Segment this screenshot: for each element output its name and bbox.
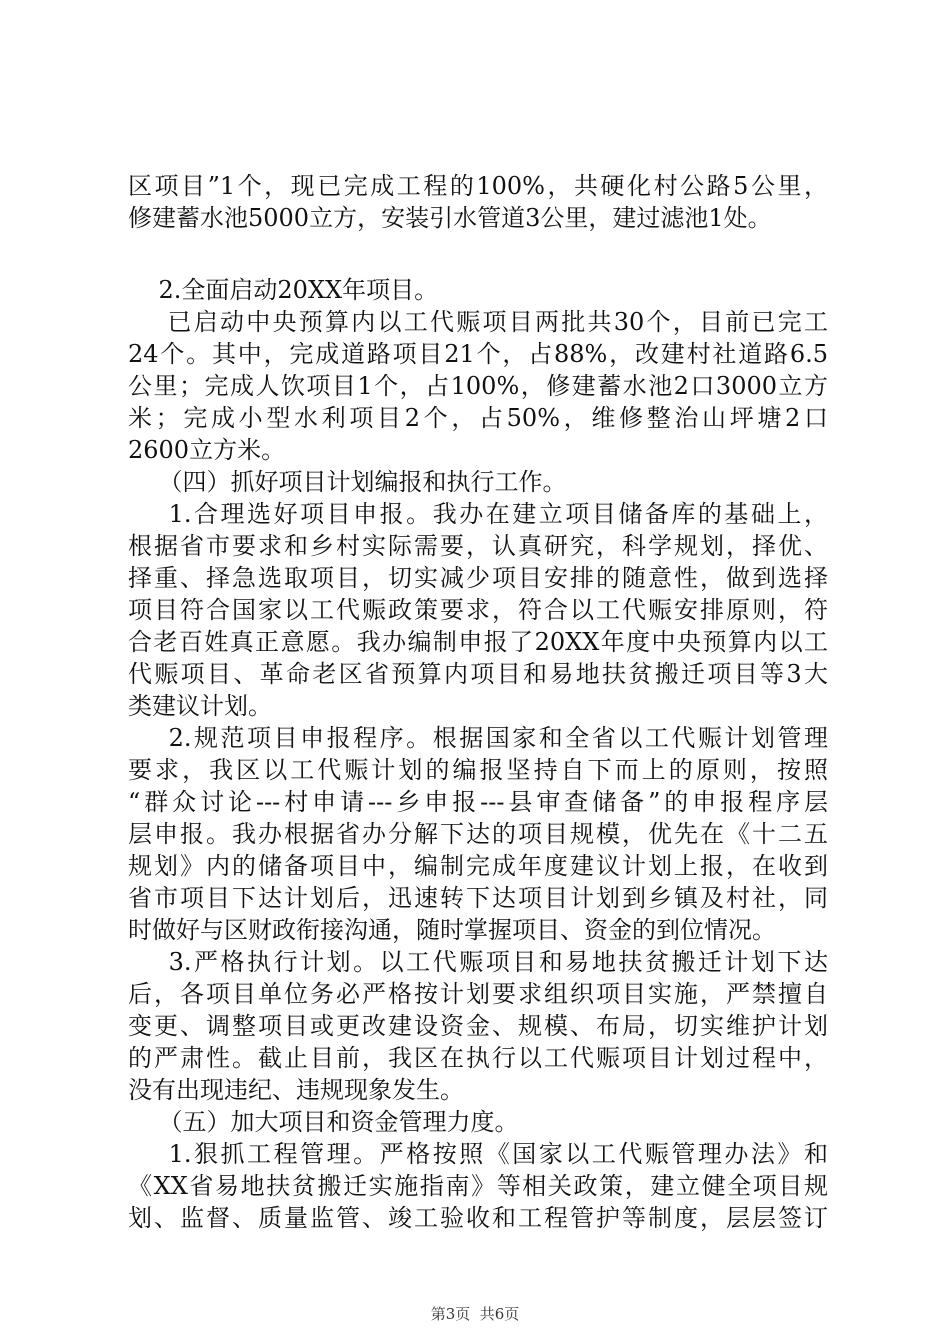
text-line: 规划》内的储备项目中，编制完成年度建议计划上报，在收到	[128, 852, 828, 880]
text-line: 米；完成小型水利项目2个，占50%，维修整治山坪塘2口	[128, 404, 828, 432]
text-line: 合老百姓真正意愿。我办编制申报了20XX年度中央预算内以工	[128, 628, 828, 656]
document-body	[128, 170, 828, 1234]
text-line: 层申报。我办根据省办分解下达的项目规模，优先在《十二五	[128, 820, 828, 848]
text-line: 的严肃性。截止目前，我区在执行以工代赈项目计划过程中，	[128, 1044, 828, 1072]
text-line: 已启动中央预算内以工代赈项目两批共30个，目前已完工	[128, 308, 828, 336]
text-line: 修建蓄水池5000立方，安装引水管道3公里，建过滤池1处。	[128, 204, 772, 232]
text-line: 要求，我区以工代赈计划的编报坚持自下而上的原则，按照	[128, 756, 828, 784]
text-line: 根据省市要求和乡村实际需要，认真研究，科学规划，择优、	[128, 532, 828, 560]
text-line: 省市项目下达计划后，迅速转下达项目计划到乡镇及村社，同	[128, 884, 828, 912]
text-line: 1.狠抓工程管理。严格按照《国家以工代赈管理办法》和	[128, 1140, 828, 1168]
text-line: 2.全面启动20XX年项目。	[128, 276, 439, 304]
text-line: 1.合理选好项目申报。我办在建立项目储备库的基础上，	[128, 500, 828, 528]
text-line: 划、监督、质量监管、竣工验收和工程管护等制度，层层签订	[128, 1204, 828, 1232]
text-line: 公里；完成人饮项目1个，占100%，修建蓄水池2口3000立方	[128, 372, 828, 400]
text-line: 2600立方米。	[128, 436, 286, 464]
text-line: 代赈项目、革命老区省预算内项目和易地扶贫搬迁项目等3大	[128, 660, 828, 688]
text-line: 24个。其中，完成道路项目21个，占88%，改建村社道路6.5	[128, 340, 828, 368]
text-line: 区项目”1个，现已完成工程的100%，共硬化村公路5公里，	[128, 172, 828, 200]
text-line: 2.规范项目申报程序。根据国家和全省以工代赈计划管理	[128, 724, 828, 752]
text-line: 《XX省易地扶贫搬迁实施指南》等相关政策，建立健全项目规	[128, 1172, 828, 1200]
text-line: “群众讨论---村申请---乡申报---县审查储备”的申报程序层	[128, 788, 828, 816]
text-line: 3.严格执行计划。以工代赈项目和易地扶贫搬迁计划下达	[128, 948, 828, 976]
page-number-footer: 第3页 共6页	[430, 1305, 520, 1323]
paragraph-gap	[128, 234, 828, 274]
text-line: 择重、择急选取项目，切实减少项目安排的随意性，做到选择	[128, 564, 828, 592]
section-heading: （五）加大项目和资金管理力度。	[128, 1108, 519, 1136]
text-line: 没有出现违纪、违规现象发生。	[128, 1076, 464, 1104]
text-line: 时做好与区财政衔接沟通，随时掌握项目、资金的到位情况。	[128, 916, 776, 944]
text-line: 变更、调整项目或更改建设资金、规模、布局，切实维护计划	[128, 1012, 828, 1040]
text-line: 后，各项目单位务必严格按计划要求组织项目实施，严禁擅自	[128, 980, 828, 1008]
text-line: 项目符合国家以工代赈政策要求，符合以工代赈安排原则，符	[128, 596, 828, 624]
section-heading: （四）抓好项目计划编报和执行工作。	[128, 468, 567, 496]
text-line: 类建议计划。	[128, 692, 272, 720]
